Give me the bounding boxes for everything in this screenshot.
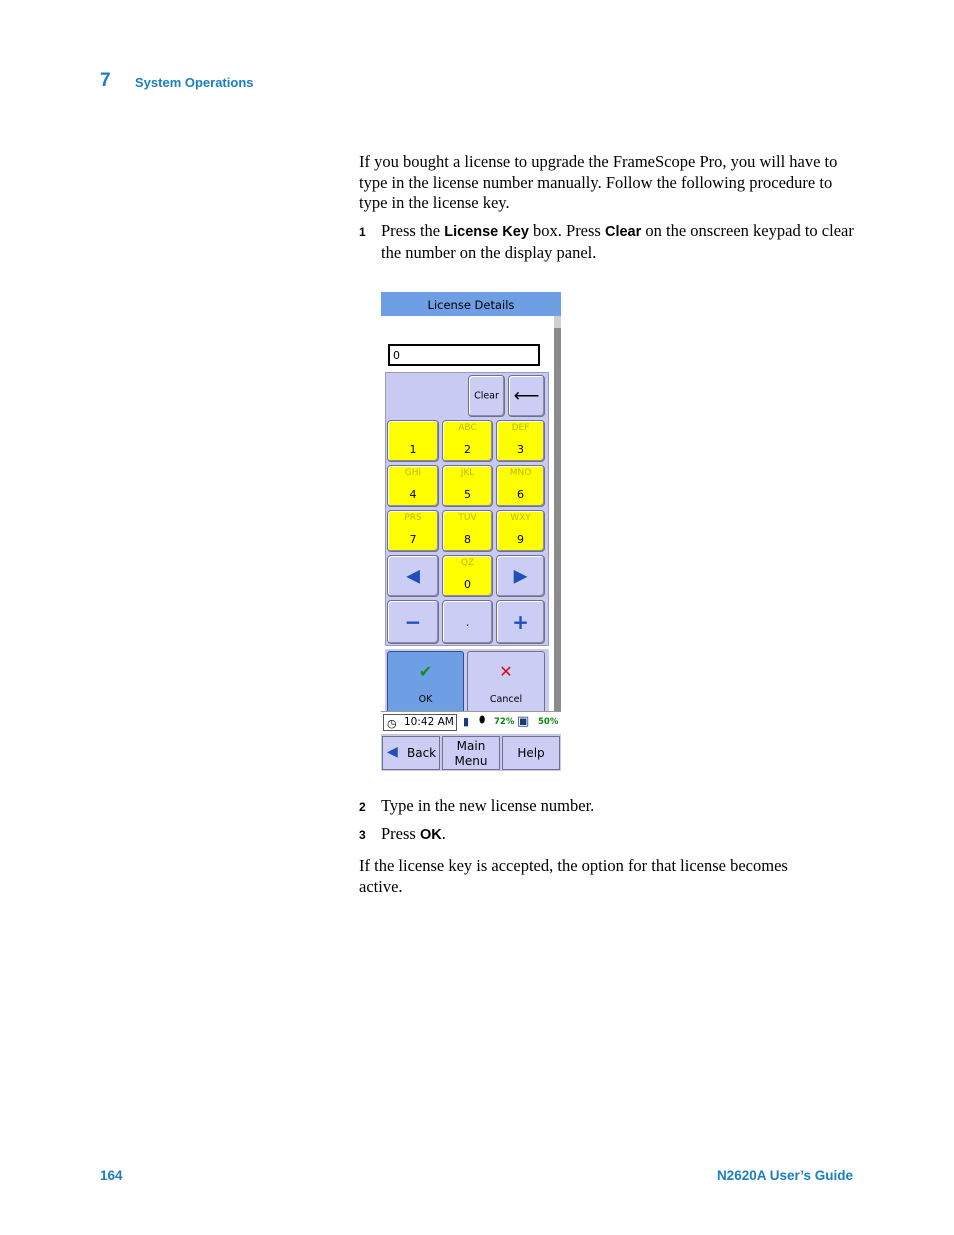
key-3[interactable]: DEF 3 [496, 420, 545, 462]
license-details-screenshot [381, 292, 561, 771]
guide-title: N2620A User’s Guide [716, 1168, 853, 1183]
onscreen-keypad [385, 372, 549, 646]
left-arrow-icon: ⟵ [513, 385, 540, 407]
disk-icon: ▣ [517, 714, 530, 729]
backspace-button[interactable] [508, 375, 545, 417]
intro-paragraph: If you bought a license to upgrade the FrameScope Pro, you will have to type in the license number manually. Follow the following procedure to type in the license key. [359, 152, 838, 212]
step-text: Type in the new license number. [381, 796, 595, 815]
status-bar [381, 711, 561, 734]
battery-percent: 72% [494, 717, 515, 727]
cursor-left-button[interactable] [387, 555, 439, 597]
chapter-title: System Operations [135, 75, 254, 90]
license-key-field[interactable]: 0 [388, 344, 540, 366]
clock-icon: ◷ [387, 717, 397, 730]
device-panel [381, 316, 554, 716]
back-arrow-icon: ◀ [387, 744, 398, 760]
key-8[interactable]: TUV 8 [442, 510, 493, 552]
step-number: 1 [359, 225, 366, 239]
cancel-button[interactable]: ✕ Cancel [467, 651, 545, 718]
key-6[interactable]: MNO 6 [496, 465, 545, 507]
key-9[interactable]: WXY 9 [496, 510, 545, 552]
minus-icon: − [404, 610, 422, 634]
triangle-left-icon: ◀ [406, 565, 420, 587]
plus-button[interactable] [496, 600, 545, 644]
disk-percent: 50% [538, 717, 559, 727]
main-menu-button[interactable]: Main Menu [442, 736, 500, 770]
page-number: 164 [100, 1168, 123, 1183]
clear-button[interactable]: Clear [468, 375, 505, 417]
key-0[interactable]: QZ 0 [442, 555, 493, 597]
key-1[interactable]: 1 [387, 420, 439, 462]
scrollbar-track-top [554, 316, 561, 328]
step-number: 3 [359, 828, 366, 842]
device-title-bar: License Details [381, 292, 561, 316]
key-5[interactable]: JKL 5 [442, 465, 493, 507]
key-2[interactable]: ABC 2 [442, 420, 493, 462]
step-1 [359, 221, 859, 263]
help-button[interactable]: Help [502, 736, 560, 770]
step-text: Press OK. [381, 824, 446, 843]
minus-button[interactable] [387, 600, 439, 644]
plus-icon: + [512, 610, 529, 634]
checkmark-icon: ✔ [418, 662, 433, 681]
close-icon: ✕ [499, 662, 513, 681]
step-2 [359, 796, 859, 817]
cursor-right-button[interactable] [496, 555, 545, 597]
battery-icon: ▮ [463, 715, 470, 728]
step-number: 2 [359, 800, 366, 814]
back-button[interactable]: ◀ Back [382, 736, 440, 770]
key-4[interactable]: GHI 4 [387, 465, 439, 507]
closing-paragraph: If the license key is accepted, the option for that license becomes active. [359, 856, 788, 896]
device-nav-bar [381, 735, 561, 771]
ok-button[interactable]: ✔ OK [387, 651, 464, 718]
chapter-number: 7 [100, 70, 111, 91]
mouse-icon: ⬮ [479, 715, 486, 726]
triangle-right-icon: ▶ [513, 565, 528, 587]
scrollbar[interactable] [554, 328, 561, 711]
dot-button[interactable]: . [442, 600, 493, 644]
step-3 [359, 824, 859, 846]
clock: ◷ 10:42 AM [383, 714, 457, 731]
key-7[interactable]: PRS 7 [387, 510, 439, 552]
step-text: Press the License Key box. Press Clear on the onscreen keypad to clear the number on the display panel. [381, 221, 854, 262]
